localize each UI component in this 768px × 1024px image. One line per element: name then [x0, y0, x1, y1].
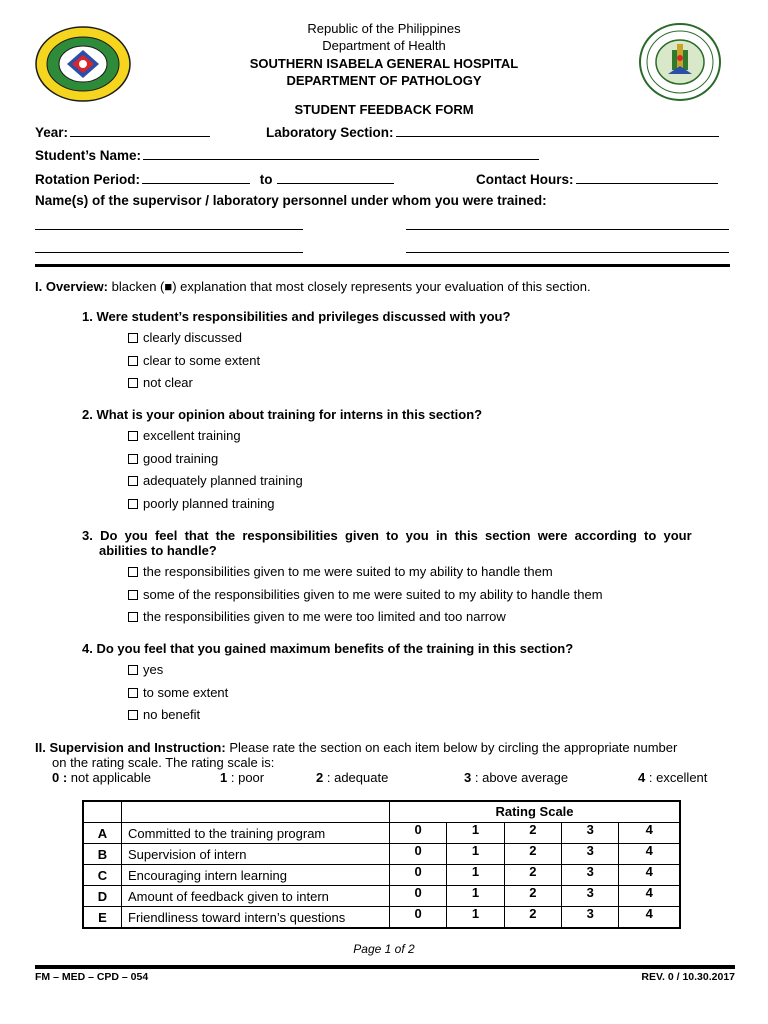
- checkbox[interactable]: [128, 499, 138, 509]
- lab-section-blank[interactable]: [396, 123, 719, 137]
- supervisor-blank-1[interactable]: [35, 229, 303, 230]
- score-0[interactable]: 0: [390, 823, 447, 844]
- score-2[interactable]: 2: [504, 907, 561, 929]
- rotation-start-blank[interactable]: [142, 170, 250, 184]
- scale-1: 1 : poor: [220, 770, 265, 785]
- score-4[interactable]: 4: [619, 907, 680, 929]
- scale-3: 3 : above average: [464, 770, 569, 785]
- row-item: Committed to the training program: [122, 823, 390, 844]
- q4-option-2[interactable]: to some extent: [128, 685, 228, 700]
- checkbox[interactable]: [128, 356, 138, 366]
- table-row: [83, 886, 680, 907]
- form-title: STUDENT FEEDBACK FORM: [294, 102, 474, 117]
- revision-code: REV. 0 / 10.30.2017: [641, 971, 735, 983]
- score-2[interactable]: 2: [504, 886, 561, 907]
- score-3[interactable]: 3: [562, 886, 619, 907]
- header-pathology: DEPARTMENT OF PATHOLOGY: [286, 73, 482, 88]
- question-3-line-2: abilities to handle?: [99, 543, 217, 558]
- score-4[interactable]: 4: [619, 886, 680, 907]
- score-3[interactable]: 3: [562, 907, 619, 929]
- score-1[interactable]: 1: [447, 865, 504, 886]
- rotation-to-label: to: [259, 172, 273, 187]
- student-name-blank[interactable]: [143, 146, 539, 160]
- supervision-instruction-2: on the rating scale. The rating scale is:: [52, 755, 275, 770]
- score-4[interactable]: 4: [619, 823, 680, 844]
- q2-option-3[interactable]: adequately planned training: [128, 473, 303, 488]
- header-department: Department of Health: [322, 38, 446, 53]
- row-item: Encouraging intern learning: [122, 865, 390, 886]
- score-3[interactable]: 3: [562, 823, 619, 844]
- score-0[interactable]: 0: [390, 886, 447, 907]
- score-1[interactable]: 1: [447, 886, 504, 907]
- rotation-period-field[interactable]: [35, 170, 394, 187]
- table-row: [83, 823, 680, 844]
- question-3-line-1: 3. Do you feel that the responsibilities given to you in this section were according to your: [82, 528, 692, 543]
- supervisor-blank-2[interactable]: [406, 229, 729, 230]
- header-hospital: SOUTHERN ISABELA GENERAL HOSPITAL: [249, 56, 519, 71]
- table-row: [83, 865, 680, 886]
- q1-option-2[interactable]: clear to some extent: [128, 353, 260, 368]
- supervisor-label: Name(s) of the supervisor / laboratory personnel under whom you were trained:: [35, 193, 547, 208]
- supervision-heading: II. Supervision and Instruction:: [35, 740, 226, 755]
- page-number: Page 1 of 2: [353, 942, 415, 956]
- student-name-label: Student’s Name:: [35, 148, 142, 163]
- score-2[interactable]: 2: [504, 844, 561, 865]
- row-letter: B: [83, 844, 122, 865]
- lab-section-label: Laboratory Section:: [266, 125, 394, 140]
- score-4[interactable]: 4: [619, 844, 680, 865]
- row-item: Amount of feedback given to intern: [122, 886, 390, 907]
- scale-0: 0 : not applicable: [52, 770, 152, 785]
- score-2[interactable]: 2: [504, 865, 561, 886]
- q4-option-3[interactable]: no benefit: [128, 707, 200, 722]
- score-3[interactable]: 3: [562, 844, 619, 865]
- score-0[interactable]: 0: [390, 844, 447, 865]
- checkbox[interactable]: [128, 454, 138, 464]
- checkbox[interactable]: [128, 378, 138, 388]
- checkbox[interactable]: [128, 612, 138, 622]
- header-republic: Republic of the Philippines: [307, 21, 461, 36]
- q4-option-1[interactable]: yes: [128, 662, 163, 677]
- q2-option-1[interactable]: excellent training: [128, 428, 241, 443]
- score-0[interactable]: 0: [390, 907, 447, 929]
- checkbox[interactable]: [128, 688, 138, 698]
- supervisor-blank-3[interactable]: [35, 252, 303, 253]
- q2-option-4[interactable]: poorly planned training: [128, 496, 275, 511]
- table-row: [83, 907, 680, 929]
- supervision-intro: [35, 740, 677, 755]
- score-3[interactable]: 3: [562, 865, 619, 886]
- contact-hours-blank[interactable]: [576, 170, 718, 184]
- rating-table: [82, 800, 681, 929]
- checkbox[interactable]: [128, 665, 138, 675]
- score-1[interactable]: 1: [447, 907, 504, 929]
- row-letter: D: [83, 886, 122, 907]
- contact-hours-field[interactable]: [476, 170, 718, 187]
- score-1[interactable]: 1: [447, 844, 504, 865]
- q3-option-1[interactable]: the responsibilities given to me were suited to my ability to handle them: [128, 564, 553, 579]
- table-row: [83, 844, 680, 865]
- overview-heading: I. Overview:: [35, 279, 108, 294]
- rotation-end-blank[interactable]: [277, 170, 394, 184]
- question-2: 2. What is your opinion about training for interns in this section?: [82, 407, 483, 422]
- form-code: FM – MED – CPD – 054: [35, 971, 149, 983]
- scale-2: 2 : adequate: [316, 770, 389, 785]
- rating-table-header: [83, 801, 680, 823]
- q3-option-3[interactable]: the responsibilities given to me were too limited and too narrow: [128, 609, 506, 624]
- year-blank[interactable]: [70, 123, 210, 137]
- q3-option-2[interactable]: some of the responsibilities given to me were suited to my ability to handle them: [128, 587, 603, 602]
- contact-hours-label: Contact Hours:: [476, 172, 574, 187]
- lab-section-field[interactable]: [266, 123, 719, 140]
- score-4[interactable]: 4: [619, 865, 680, 886]
- checkbox[interactable]: [128, 431, 138, 441]
- row-item: Friendliness toward intern’s questions: [122, 907, 390, 929]
- row-item: Supervision of intern: [122, 844, 390, 865]
- supervision-instruction-1: Please rate the section on each item below by circling the appropriate number: [229, 740, 678, 755]
- student-name-field[interactable]: [35, 146, 539, 163]
- footer-divider: [35, 965, 735, 969]
- score-1[interactable]: 1: [447, 823, 504, 844]
- year-field[interactable]: [35, 123, 210, 140]
- question-4: 4. Do you feel that you gained maximum benefits of the training in this section?: [82, 641, 574, 656]
- question-1: 1. Were student’s responsibilities and privileges discussed with you?: [82, 309, 511, 324]
- score-2[interactable]: 2: [504, 823, 561, 844]
- supervisor-blank-4[interactable]: [406, 252, 729, 253]
- rating-scale-header: Rating Scale: [390, 801, 681, 823]
- checkbox[interactable]: [128, 710, 138, 720]
- rotation-label: Rotation Period:: [35, 172, 140, 187]
- row-letter: E: [83, 907, 122, 929]
- q1-option-1[interactable]: clearly discussed: [128, 330, 242, 345]
- overview-intro: [35, 279, 591, 294]
- row-letter: C: [83, 865, 122, 886]
- section-divider: [35, 264, 730, 267]
- checkbox[interactable]: [128, 590, 138, 600]
- q2-option-2[interactable]: good training: [128, 451, 218, 466]
- checkbox[interactable]: [128, 333, 138, 343]
- year-label: Year:: [35, 125, 69, 140]
- overview-instruction: blacken (■) explanation that most closely represents your evaluation of this section.: [111, 279, 591, 294]
- checkbox[interactable]: [128, 476, 138, 486]
- q1-option-3[interactable]: not clear: [128, 375, 193, 390]
- scale-4: 4 : excellent: [638, 770, 708, 785]
- checkbox[interactable]: [128, 567, 138, 577]
- score-0[interactable]: 0: [390, 865, 447, 886]
- row-letter: A: [83, 823, 122, 844]
